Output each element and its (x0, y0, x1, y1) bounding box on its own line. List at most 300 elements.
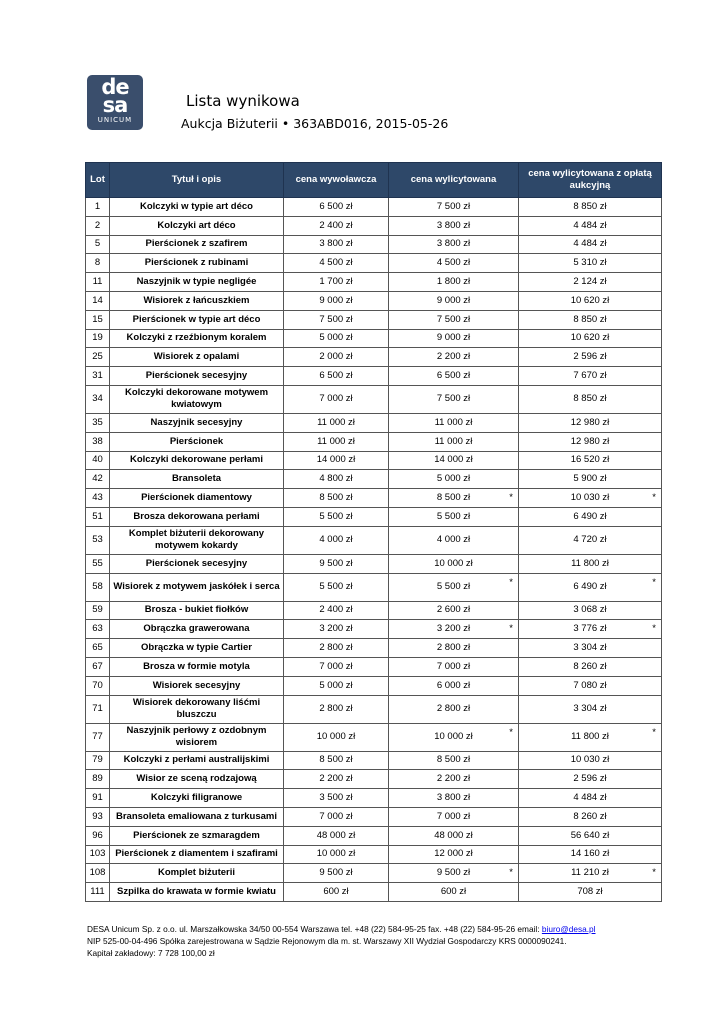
title-cell (110, 329, 284, 348)
asterisk-mark: * (652, 726, 656, 738)
lot-cell (86, 770, 110, 789)
lot-cell-text: 42 (92, 473, 103, 485)
lot-cell (86, 695, 110, 723)
asterisk-mark: * (652, 623, 656, 635)
estimate-cell (284, 676, 389, 695)
premium-cell-text: 16 520 zł (570, 454, 610, 466)
estimate-cell (284, 432, 389, 451)
lot-cell-text: 63 (92, 623, 103, 635)
estimate-cell-text: 2 800 zł (319, 703, 353, 715)
footer-email-link[interactable]: biuro@desa.pl (541, 924, 596, 934)
premium-cell (519, 676, 662, 695)
estimate-cell-text: 5 500 zł (319, 581, 353, 593)
estimate-cell-text: 600 zł (323, 886, 349, 897)
premium-cell (519, 807, 662, 826)
estimate-cell-text: 3 500 zł (319, 792, 353, 804)
hammer-cell (389, 367, 519, 386)
premium-cell-text: 12 980 zł (570, 435, 610, 447)
lot-cell (86, 507, 110, 526)
lot-cell-text: 15 (92, 313, 103, 325)
hammer-cell-text: 7 500 zł (436, 393, 471, 405)
title-cell-text: Naszyjnik w typie negligée (136, 276, 257, 288)
estimate-cell (284, 367, 389, 386)
title-cell (110, 620, 284, 639)
lot-cell (86, 657, 110, 676)
asterisk-mark: * (652, 492, 656, 504)
estimate-cell-text: 6 500 zł (319, 370, 353, 382)
estimate-cell (284, 554, 389, 573)
title-cell-text: Wisiorek z opalami (153, 351, 240, 363)
results-table (85, 162, 662, 902)
table-row (86, 489, 662, 508)
asterisk-mark: * (652, 576, 656, 588)
footer (87, 923, 687, 959)
premium-cell-text: 12 980 zł (570, 416, 610, 428)
hammer-cell-text: 4 000 zł (436, 534, 471, 546)
premium-cell-text: 11 800 zł (571, 557, 609, 569)
premium-cell (519, 432, 662, 451)
title-cell-text: Komplet biżuterii (157, 867, 236, 879)
title-cell-text: Pierścionek diamentowy (141, 492, 252, 504)
hammer-cell-text: 9 500 zł (436, 867, 471, 879)
table-row (86, 413, 662, 432)
lot-cell-text: 25 (92, 351, 103, 363)
estimate-cell (284, 620, 389, 639)
premium-cell (519, 620, 662, 639)
hammer-cell (389, 507, 519, 526)
logo-line-1: de (101, 75, 129, 99)
estimate-cell-text: 9 500 zł (319, 557, 353, 569)
title-cell (110, 216, 284, 235)
title-cell-text: Pierścionek z szafirem (145, 238, 248, 250)
premium-cell-text: 10 030 zł (570, 492, 610, 504)
lot-cell-text: 11 (92, 276, 103, 288)
title-cell (110, 367, 284, 386)
hammer-cell (389, 864, 519, 883)
table-row (86, 367, 662, 386)
lot-cell-text: 1 (94, 200, 101, 212)
title-cell-text: Wisiorek dekorowany liśćmi bluszczu (132, 697, 261, 721)
title-cell (110, 770, 284, 789)
hammer-cell (389, 770, 519, 789)
hammer-cell (389, 554, 519, 573)
title-cell (110, 807, 284, 826)
hammer-cell (389, 620, 519, 639)
estimate-cell (284, 789, 389, 808)
hammer-cell-text: 11 000 zł (434, 435, 473, 447)
table-row (86, 554, 662, 573)
title-cell (110, 751, 284, 770)
premium-cell (519, 216, 662, 235)
lot-cell-text: 35 (92, 416, 103, 428)
title-cell-text: Pierścionek z diamentem i szafirami (115, 848, 278, 860)
hammer-cell-text: 8 500 zł (436, 492, 471, 504)
title-cell-text: Pierścionek ze szmaragdem (133, 829, 260, 841)
estimate-cell (284, 329, 389, 348)
hammer-cell-text: 5 500 zł (436, 581, 471, 593)
title-cell-text: Komplet biżuterii dekorowany motywem kokardy (128, 528, 265, 552)
asterisk-mark: * (509, 492, 513, 504)
table-row (86, 235, 662, 254)
table-row (86, 723, 662, 751)
table-row (86, 770, 662, 789)
hammer-cell-text: 11 000 zł (434, 416, 473, 428)
title-cell (110, 826, 284, 845)
lot-cell-text: 108 (89, 867, 106, 879)
hammer-cell-text: 14 000 zł (434, 454, 473, 466)
estimate-cell (284, 451, 389, 470)
title-cell-text: Bransoleta (171, 473, 222, 485)
estimate-cell-text: 2 800 zł (319, 642, 353, 654)
premium-cell-text: 2 596 zł (573, 351, 607, 363)
hammer-cell (389, 807, 519, 826)
estimate-cell-text: 8 500 zł (319, 754, 353, 766)
table-body (86, 198, 662, 902)
title-cell (110, 348, 284, 367)
premium-cell (519, 291, 662, 310)
premium-cell-text: 708 zł (577, 886, 603, 897)
lot-cell (86, 807, 110, 826)
premium-cell (519, 348, 662, 367)
hammer-cell (389, 198, 519, 217)
title-cell (110, 273, 284, 292)
lot-cell-text: 43 (92, 492, 103, 504)
hammer-cell (389, 751, 519, 770)
hammer-cell-text: 10 000 zł (434, 557, 473, 569)
lot-cell (86, 826, 110, 845)
hammer-cell (389, 254, 519, 273)
lot-cell-text: 40 (92, 454, 103, 466)
title-cell-text: Naszyjnik secesyjny (150, 416, 243, 428)
title-cell-text: Brosza - bukiet fiołków (144, 604, 249, 616)
premium-cell-text: 4 484 zł (573, 238, 607, 250)
estimate-cell (284, 845, 389, 864)
page-subtitle: Aukcja Biżuterii • 363ABD016, 2015-05-26 (181, 116, 449, 131)
estimate-cell-text: 5 000 zł (319, 332, 353, 344)
hammer-cell (389, 216, 519, 235)
hammer-cell (389, 273, 519, 292)
lot-cell (86, 601, 110, 620)
hammer-cell (389, 489, 519, 508)
title-cell (110, 451, 284, 470)
title-cell-text: Kolczyki filigranowe (150, 792, 243, 804)
footer-address: DESA Unicum Sp. z o.o. ul. Marszałkowska 34/50 00-554 Warszawa tel. +48 (22) 584-95-25 fax. +48 (22) 584-95-26 email: (87, 924, 542, 934)
title-cell (110, 489, 284, 508)
estimate-cell-text: 8 500 zł (319, 492, 353, 504)
header-premium: cena wylicytowana z opłatą aukcyjną (519, 163, 662, 198)
premium-cell-text: 10 620 zł (570, 332, 610, 344)
premium-cell (519, 639, 662, 658)
hammer-cell-text: 600 zł (440, 886, 467, 897)
hammer-cell (389, 291, 519, 310)
table-row (86, 695, 662, 723)
premium-cell (519, 554, 662, 573)
lot-cell (86, 489, 110, 508)
premium-cell-text: 7 670 zł (573, 370, 607, 382)
premium-cell-text: 10 030 zł (570, 754, 610, 766)
premium-cell-text: 2 124 zł (573, 276, 607, 288)
lot-cell-text: 5 (94, 238, 101, 250)
estimate-cell (284, 751, 389, 770)
premium-cell-text: 8 850 zł (573, 313, 607, 325)
title-cell (110, 291, 284, 310)
estimate-cell (284, 573, 389, 601)
hammer-cell-text: 3 800 zł (436, 238, 471, 250)
lot-cell (86, 273, 110, 292)
hammer-cell-text: 3 200 zł (436, 623, 471, 635)
table-row (86, 883, 662, 902)
premium-cell (519, 489, 662, 508)
lot-cell-text: 38 (92, 435, 103, 447)
lot-cell-text: 19 (92, 332, 103, 344)
lot-cell-text: 2 (94, 219, 101, 231)
lot-cell (86, 526, 110, 554)
estimate-cell-text: 5 000 zł (319, 679, 353, 691)
premium-cell (519, 751, 662, 770)
header-estimate: cena wywoławcza (284, 163, 389, 198)
title-cell (110, 310, 284, 329)
premium-cell-text: 10 620 zł (570, 294, 610, 306)
title-cell (110, 695, 284, 723)
lot-cell-text: 59 (92, 604, 103, 616)
lot-cell (86, 413, 110, 432)
lot-cell-text: 79 (92, 754, 103, 766)
premium-cell (519, 451, 662, 470)
asterisk-mark: * (509, 726, 513, 738)
estimate-cell-text: 1 700 zł (319, 276, 353, 288)
title-cell (110, 573, 284, 601)
lot-cell (86, 310, 110, 329)
title-cell (110, 657, 284, 676)
header-title: Tytuł i opis (110, 163, 284, 198)
hammer-cell-text: 7 500 zł (436, 200, 471, 212)
premium-cell (519, 573, 662, 601)
premium-cell (519, 883, 662, 902)
lot-cell (86, 385, 110, 413)
estimate-cell (284, 695, 389, 723)
lot-cell-text: 34 (92, 393, 103, 405)
premium-cell-text: 3 304 zł (573, 703, 607, 715)
table-row (86, 639, 662, 658)
estimate-cell (284, 310, 389, 329)
table-row (86, 254, 662, 273)
table-row (86, 432, 662, 451)
title-cell-text: Kolczyki dekorowane perłami (129, 454, 264, 466)
estimate-cell-text: 3 200 zł (319, 623, 353, 635)
lot-cell-text: 53 (92, 534, 103, 546)
hammer-cell-text: 2 800 zł (436, 703, 471, 715)
title-cell-text: Szpilka do krawata w formie kwiatu (117, 886, 276, 897)
premium-cell-text: 56 640 zł (570, 829, 610, 841)
estimate-cell (284, 657, 389, 676)
lot-cell (86, 639, 110, 658)
table-row (86, 657, 662, 676)
hammer-cell (389, 657, 519, 676)
title-cell (110, 789, 284, 808)
premium-cell-text: 4 484 zł (573, 792, 607, 804)
estimate-cell (284, 348, 389, 367)
table-row (86, 216, 662, 235)
title-cell-text: Pierścionek z rubinami (144, 257, 249, 269)
lot-cell-text: 77 (92, 731, 103, 743)
lot-cell (86, 751, 110, 770)
title-cell-text: Kolczyki art déco (157, 219, 236, 231)
premium-cell (519, 845, 662, 864)
title-cell (110, 883, 284, 902)
title-cell-text: Wisiorek z łańcuszkiem (143, 294, 250, 306)
hammer-cell-text: 9 000 zł (436, 294, 471, 306)
hammer-cell (389, 385, 519, 413)
lot-cell (86, 470, 110, 489)
hammer-cell-text: 2 200 zł (436, 773, 471, 785)
table-header-row (86, 163, 662, 198)
table-row (86, 676, 662, 695)
header-lot: Lot (86, 163, 110, 198)
hammer-cell-text: 6 500 zł (436, 370, 471, 382)
desa-logo (87, 75, 143, 130)
lot-cell (86, 883, 110, 902)
title-cell (110, 198, 284, 217)
premium-cell-text: 8 850 zł (573, 393, 607, 405)
title-cell-text: Wisiorek z motywem jaskółek i serca (113, 581, 280, 593)
lot-cell (86, 554, 110, 573)
table-row (86, 789, 662, 808)
table-row (86, 845, 662, 864)
table-row (86, 385, 662, 413)
table-row (86, 507, 662, 526)
title-cell-text: Pierścionek secesyjny (145, 370, 248, 382)
premium-cell-text: 3 068 zł (573, 604, 607, 616)
estimate-cell-text: 2 200 zł (319, 773, 353, 785)
premium-cell-text: 4 720 zł (573, 534, 607, 546)
hammer-cell (389, 348, 519, 367)
premium-cell (519, 235, 662, 254)
table-row (86, 864, 662, 883)
estimate-cell-text: 7 000 zł (319, 810, 353, 822)
title-cell (110, 470, 284, 489)
hammer-cell (389, 789, 519, 808)
estimate-cell (284, 826, 389, 845)
logo-line-3: UNICUM (97, 116, 133, 124)
estimate-cell (284, 639, 389, 658)
estimate-cell (284, 507, 389, 526)
estimate-cell (284, 723, 389, 751)
lot-cell (86, 789, 110, 808)
estimate-cell-text: 10 000 zł (316, 848, 356, 860)
title-cell (110, 639, 284, 658)
lot-cell-text: 71 (92, 703, 103, 715)
premium-cell-text: 8 260 zł (573, 810, 607, 822)
hammer-cell (389, 470, 519, 489)
estimate-cell-text: 9 000 zł (319, 294, 353, 306)
premium-cell-text: 8 260 zł (573, 660, 607, 672)
premium-cell (519, 864, 662, 883)
lot-cell (86, 329, 110, 348)
title-cell (110, 432, 284, 451)
estimate-cell (284, 254, 389, 273)
header-hammer: cena wylicytowana (389, 163, 519, 198)
estimate-cell (284, 291, 389, 310)
hammer-cell-text: 6 000 zł (436, 679, 471, 691)
hammer-cell (389, 676, 519, 695)
title-cell (110, 676, 284, 695)
lot-cell (86, 864, 110, 883)
hammer-cell (389, 432, 519, 451)
table-row (86, 526, 662, 554)
title-cell-text: Obrączka w typie Cartier (141, 642, 252, 654)
estimate-cell-text: 4 500 zł (319, 257, 353, 269)
premium-cell-text: 4 484 zł (573, 219, 607, 231)
hammer-cell-text: 10 000 zł (434, 731, 473, 743)
title-cell (110, 864, 284, 883)
lot-cell-text: 89 (92, 773, 103, 785)
estimate-cell (284, 470, 389, 489)
page-title: Lista wynikowa (186, 92, 300, 110)
lot-cell-text: 96 (92, 829, 103, 841)
hammer-cell-text: 3 800 zł (436, 219, 471, 231)
estimate-cell-text: 4 800 zł (319, 473, 353, 485)
table-row (86, 751, 662, 770)
premium-cell-text: 6 490 zł (573, 581, 607, 593)
hammer-cell (389, 235, 519, 254)
table-row (86, 198, 662, 217)
premium-cell (519, 254, 662, 273)
lot-cell (86, 451, 110, 470)
estimate-cell (284, 526, 389, 554)
table-row (86, 573, 662, 601)
footer-line-1 (87, 923, 687, 935)
estimate-cell-text: 2 000 zł (319, 351, 353, 363)
table-row (86, 451, 662, 470)
title-cell-text: Naszyjnik perłowy z ozdobnym wisiorem (126, 725, 267, 749)
lot-cell-text: 14 (92, 294, 103, 306)
premium-cell (519, 601, 662, 620)
title-cell-text: Kolczyki z perłami australijskimi (123, 754, 270, 766)
premium-cell (519, 329, 662, 348)
estimate-cell-text: 7 000 zł (319, 393, 353, 405)
lot-cell (86, 723, 110, 751)
estimate-cell-text: 5 500 zł (319, 510, 353, 522)
table-row (86, 329, 662, 348)
premium-cell (519, 310, 662, 329)
hammer-cell-text: 12 000 zł (434, 848, 473, 860)
footer-line-2: NIP 525-00-04-496 Spółka zarejestrowana w Sądzie Rejonowym dla m. st. Warszawy XII Wydział Gospodarczy KRS 0000090241. (87, 936, 567, 946)
premium-cell (519, 789, 662, 808)
title-cell-text: Brosza dekorowana perłami (133, 510, 260, 522)
hammer-cell (389, 826, 519, 845)
estimate-cell (284, 864, 389, 883)
estimate-cell (284, 413, 389, 432)
premium-cell (519, 695, 662, 723)
lot-cell-text: 67 (92, 660, 103, 672)
estimate-cell-text: 2 400 zł (319, 219, 353, 231)
estimate-cell-text: 2 400 zł (319, 604, 353, 616)
title-cell (110, 254, 284, 273)
lot-cell (86, 432, 110, 451)
premium-cell-text: 11 800 zł (571, 731, 609, 743)
estimate-cell-text: 48 000 zł (316, 829, 356, 841)
hammer-cell-text: 48 000 zł (434, 829, 473, 841)
estimate-cell-text: 11 000 zł (317, 416, 355, 428)
asterisk-mark: * (509, 623, 513, 635)
lot-cell-text: 65 (92, 642, 103, 654)
lot-cell (86, 216, 110, 235)
hammer-cell-text: 2 200 zł (436, 351, 471, 363)
hammer-cell-text: 7 000 zł (436, 660, 471, 672)
estimate-cell-text: 3 800 zł (319, 238, 353, 250)
premium-cell (519, 470, 662, 489)
estimate-cell-text: 4 000 zł (319, 534, 353, 546)
